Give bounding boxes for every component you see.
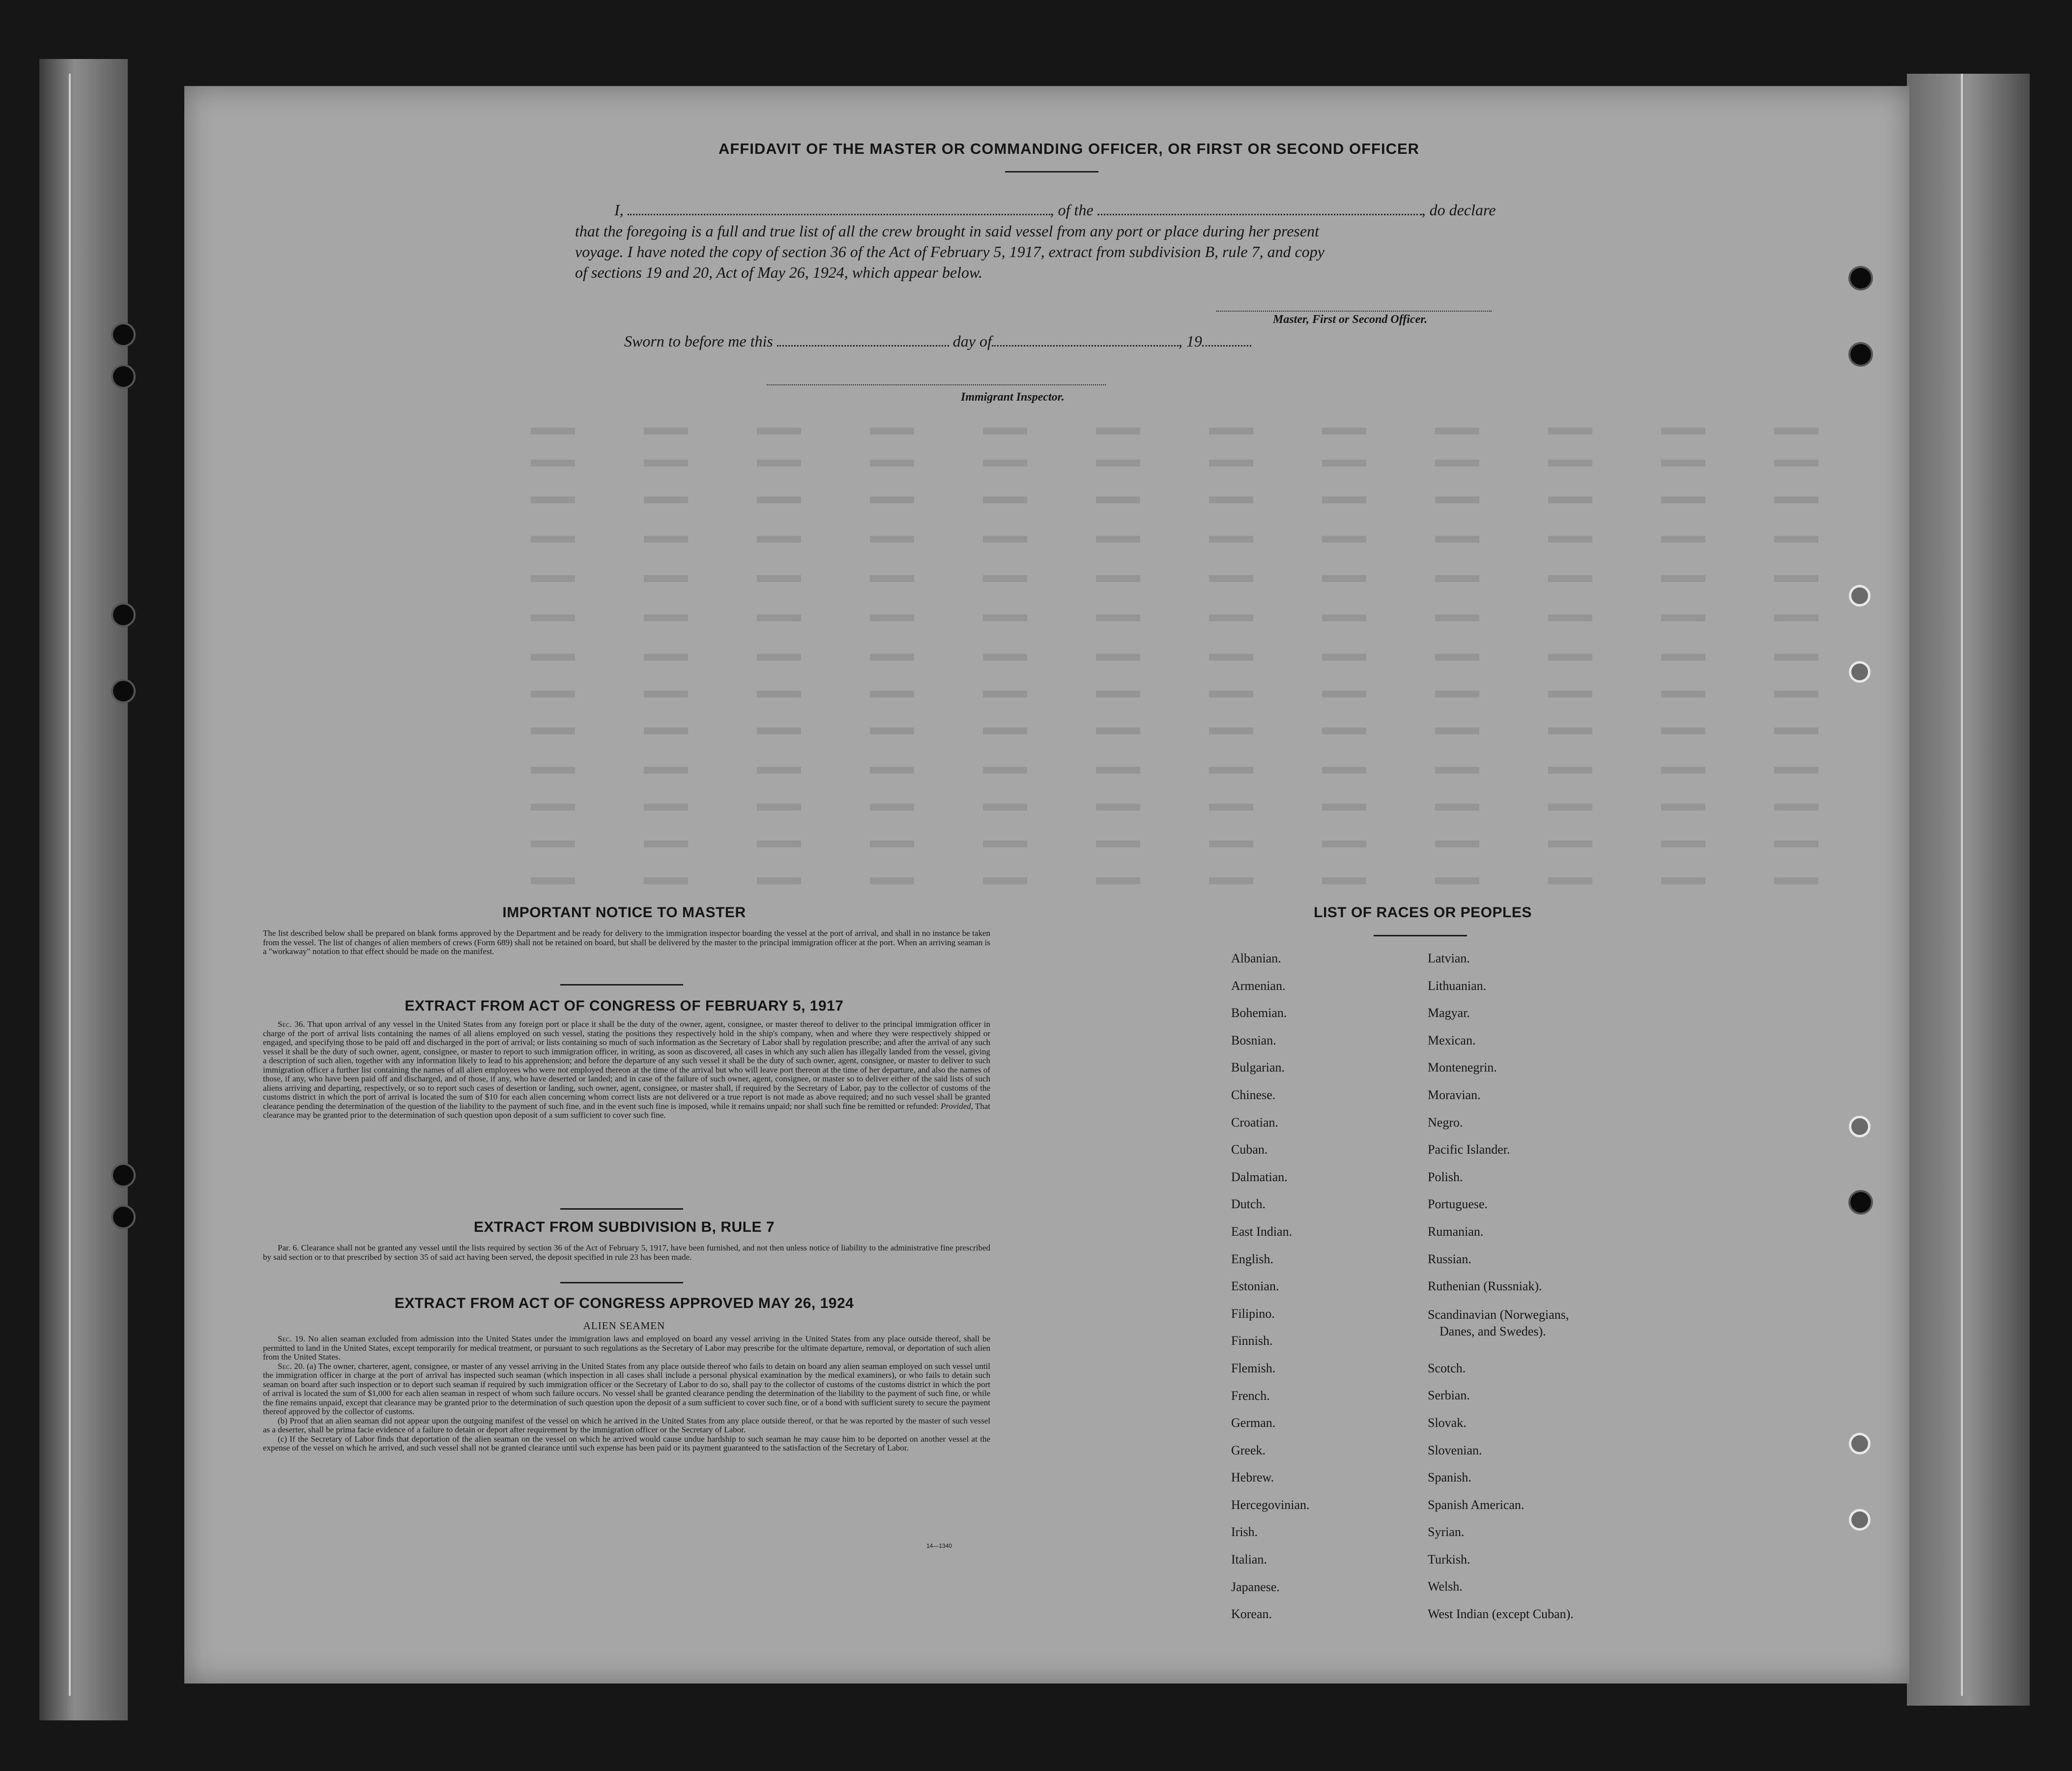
- race-item: Armenian.: [1231, 978, 1286, 993]
- left-edge-line: [69, 74, 71, 1696]
- races-column-2: [1428, 951, 1574, 1634]
- sworn-day-field[interactable]: [777, 334, 949, 347]
- race-item: Welsh.: [1428, 1579, 1463, 1594]
- race-item: Hebrew.: [1231, 1470, 1274, 1485]
- race-item: Magyar.: [1428, 1006, 1470, 1020]
- provided-label: Provided,: [940, 1101, 973, 1111]
- punch-hole: [1850, 344, 1871, 365]
- race-item: Estonian.: [1231, 1279, 1279, 1294]
- bleed-through-row: [531, 841, 1858, 847]
- race-item: Italian.: [1231, 1552, 1267, 1567]
- bleed-through-row: [531, 460, 1858, 466]
- bleed-through-row: [531, 767, 1858, 774]
- affidavit-title: AFFIDAVIT OF THE MASTER OR COMMANDING OFFICER, OR FIRST OR SECOND OFFICER: [718, 140, 1420, 157]
- race-item: Bohemian.: [1231, 1006, 1287, 1020]
- sec-36-label: Sec. 36.: [278, 1019, 305, 1029]
- race-item-multiline: [1428, 1306, 1574, 1361]
- punch-hole: [1850, 1192, 1871, 1213]
- punch-hole: [113, 1165, 134, 1186]
- race-item: Serbian.: [1428, 1388, 1470, 1403]
- sec-19-label: Sec. 19.: [278, 1334, 306, 1343]
- race-item: Lithuanian.: [1428, 978, 1487, 993]
- punch-hole: [113, 605, 134, 625]
- race-item: West Indian (except Cuban).: [1428, 1607, 1574, 1622]
- right-edge-line: [1961, 74, 1963, 1696]
- race-item: Spanish American.: [1428, 1497, 1525, 1512]
- extract-1917-title: EXTRACT FROM ACT OF CONGRESS OF FEBRUARY 5, 1917: [404, 998, 844, 1014]
- race-item: Filipino.: [1231, 1306, 1275, 1321]
- punch-hole: [113, 1207, 134, 1227]
- affidavit-i-label: I,: [614, 201, 624, 219]
- sec-20-paragraph: [263, 1362, 990, 1417]
- race-item: Portuguese.: [1428, 1197, 1488, 1212]
- sec-36-end: That clearance may be granted prior to the determination of such question upon deposit of a sum sufficient to cover such fine.: [263, 1101, 991, 1120]
- reinforcement-ring: [1849, 1433, 1871, 1454]
- bleed-through-row: [531, 691, 1858, 697]
- alien-seamen-subtitle: ALIEN SEAMEN: [583, 1320, 665, 1332]
- master-signature-line[interactable]: [1216, 311, 1492, 313]
- races-divider: [1374, 935, 1467, 936]
- day-of-label: day of: [952, 332, 992, 350]
- vessel-blank-field[interactable]: [1097, 203, 1422, 215]
- race-item: Polish.: [1428, 1169, 1463, 1184]
- race-item: Albanian.: [1231, 951, 1281, 965]
- sec-20a-body: (a) The owner, charterer, agent, consignee, or master of any vessel arriving in the United States from any place outside thereof who fails to detain on board any alien seaman employed on such vessel until the immigration officer in charge at the port of arrival has inspected such seaman (which inspection in all cases shall include a personal physical examination by the medical examiners), or who fails to detain such seaman on board after such inspection or to deport such seaman if required by such immigration officer or the Secretary of Labor to do so, shall pay to the collector of customs of the customs district in which the port of arrival is located the sum of $1,000 for each alien seaman in respect of whom such failure occurs. No vessel shall be granted clearance pending the determination of the liability to the payment of such fine, or while the fine remains unpaid, except that clearance may be granted prior to the determination of such question upon the deposit of a sum sufficient to cover such fine, or of a bond with sufficient surety to secure the payment thereof approved by the collector of customs.: [263, 1361, 991, 1416]
- punch-hole: [113, 681, 134, 701]
- race-item: Hercegovinian.: [1231, 1497, 1310, 1512]
- sec-20c-paragraph: (c) If the Secretary of Labor finds that deportation of the alien seaman on the vessel on which he arrived would cause undue hardship to such seaman he may cause him to be deported on another vessel at the expense of the vessel on which he arrived, and such vessel shall not be granted clearance until such expense has been paid or its payment guaranteed to the satisfaction of the Secretary of Labor.: [263, 1434, 990, 1452]
- bleed-through-row: [531, 654, 1858, 661]
- bleed-through-row: [531, 877, 1858, 884]
- races-title: LIST OF RACES OR PEOPLES: [1314, 904, 1532, 921]
- race-item: Flemish.: [1231, 1361, 1276, 1375]
- left-binding-strip: [39, 59, 128, 1720]
- year-prefix-label: , 19: [1178, 332, 1202, 350]
- reinforcement-ring: [1849, 661, 1871, 683]
- name-blank-field[interactable]: [628, 203, 1050, 215]
- race-item: Negro.: [1428, 1115, 1463, 1130]
- race-item: Korean.: [1231, 1607, 1272, 1622]
- race-item: Scotch.: [1428, 1361, 1466, 1375]
- rule7-text: Par. 6. Clearance shall not be granted any vessel until the lists required by section 36 of the Act of February 5, 1917, have been furnished, and not then unless notice of liability to the administrative fine prescribed by said section or to that prescribed by section 35 of said act having been served, the deposit specified in rule 23 has been made.: [263, 1243, 990, 1262]
- race-item: Ruthenian (Russniak).: [1428, 1279, 1542, 1294]
- race-item: German.: [1231, 1416, 1276, 1430]
- race-item: Dalmatian.: [1231, 1169, 1288, 1184]
- rule7-divider: [560, 1282, 683, 1283]
- title-divider: [1005, 171, 1098, 173]
- affidavit-line-3: voyage. I have noted the copy of section 36 of the Act of February 5, 1917, extract from subdivision B, rule 7, and copy: [575, 243, 1324, 261]
- bleed-through-row: [531, 727, 1858, 734]
- affidavit-line-1: [575, 199, 1528, 221]
- race-item: Mexican.: [1428, 1033, 1476, 1047]
- race-item: Syrian.: [1428, 1525, 1465, 1539]
- race-item: French.: [1231, 1388, 1270, 1403]
- inspector-signature-line[interactable]: [767, 384, 1106, 386]
- race-item: East Indian.: [1231, 1224, 1293, 1239]
- extract-1924-text: [263, 1335, 990, 1453]
- race-item: Spanish.: [1428, 1470, 1471, 1485]
- sworn-line: [624, 330, 1578, 352]
- extract-1924-title: EXTRACT FROM ACT OF CONGRESS APPROVED MAY 26, 1924: [394, 1295, 854, 1311]
- race-item: Pacific Islander.: [1428, 1142, 1510, 1157]
- extract-1917-divider: [560, 1208, 683, 1210]
- race-item: Rumanian.: [1428, 1224, 1484, 1239]
- race-item: Chinese.: [1231, 1087, 1276, 1102]
- race-item: Turkish.: [1428, 1552, 1470, 1567]
- rule7-title: EXTRACT FROM SUBDIVISION B, RULE 7: [473, 1219, 775, 1235]
- master-signature-caption: Master, First or Second Officer.: [1273, 313, 1428, 326]
- race-item: Slovenian.: [1428, 1443, 1482, 1457]
- reinforcement-ring: [1849, 585, 1871, 607]
- race-item: Croatian.: [1231, 1115, 1279, 1130]
- race-item: English.: [1231, 1251, 1273, 1266]
- bleed-through-row: [531, 536, 1858, 543]
- form-number: 14—1340: [926, 1542, 952, 1549]
- race-item-line: Scandinavian (Norwegians,: [1428, 1307, 1569, 1322]
- affidavit-line-2: that the foregoing is a full and true list of all the crew brought in said vessel from any port or place during her present: [575, 222, 1319, 240]
- notice-divider: [560, 984, 683, 986]
- race-item: Bosnian.: [1231, 1033, 1276, 1047]
- sec-20b-paragraph: (b) Proof that an alien seaman did not appear upon the outgoing manifest of the vessel on which he arrived in the United States from any place outside thereof, or that he was reported by the master of such vessel as a deserter, shall be prima facie evidence of a failure to detain or deport after requirement by the immigration officer or the Secretary of Labor.: [263, 1416, 990, 1434]
- sec-36-body: That upon arrival of any vessel in the United States from any foreign port or place it shall be the duty of the owner, agent, consignee, or master thereof to deliver to the principal immigration officer in charge of the port of arrival lists containing the names of all aliens employed on such vessel, stating the positions they respectively hold in the ship's company, when and where they were respectively shipped or engaged, and specifying those to be paid off and discharged in the port of arrival; or lists containing so much of such information as the Secretary of Labor shall by regulation prescribe; and after the arrival of any such vessel it shall be the duty of such owner, agent, consignee, or master to report to such immigration officer, in writing, as soon as discovered, all cases in which any such alien has illegally landed from the vessel, giving a description of such alien, together with any information likely to lead to his apprehension; and before the departure of any such vessel it shall be the duty of such owner, agent, consignee, or master to deliver to such immigration officer a further list containing the names of all alien employees who were not employed thereon at the time of the arrival but who will leave port thereon at the time of her departure, and also the names of those, if any, who have been paid off and discharged, and of those, if any, who have deserted or landed; and in case of the failure of such owner, agent, consignee, or master so to deliver either of the said lists of such aliens arriving and departing, respectively, or so to report such cases of desertion or landing, such owner, agent, consignee, or master shall, if required by the Secretary of Labor, pay to the collector of customs of the customs district in which the port of arrival is located the sum of $10 for each alien concerning whom correct lists are not delivered or a true report is not made as above required; and no such vessel shall be granted clearance pending the determination of the question of the liability to the payment of such fine, and in the event such fine is imposed, while it remains unpaid; nor shall such fine be remitted or refunded:: [263, 1019, 990, 1111]
- race-item: Montenegrin.: [1428, 1060, 1497, 1075]
- race-item: Finnish.: [1231, 1334, 1273, 1348]
- race-item: Japanese.: [1231, 1579, 1280, 1594]
- race-item: Latvian.: [1428, 951, 1470, 965]
- race-item: Irish.: [1231, 1525, 1258, 1539]
- reinforcement-ring: [1849, 1116, 1871, 1137]
- affidavit-line-4: of sections 19 and 20, Act of May 26, 1924, which appear below.: [575, 263, 982, 281]
- right-binding-strip: [1907, 74, 2030, 1706]
- race-item: Moravian.: [1428, 1087, 1481, 1102]
- sworn-month-field[interactable]: [992, 334, 1179, 347]
- bleed-through-row: [531, 496, 1858, 503]
- reinforcement-ring: [1849, 1509, 1871, 1531]
- sworn-year-field[interactable]: [1202, 334, 1251, 347]
- race-item: Russian.: [1428, 1251, 1471, 1266]
- affidavit-of-the-label: , of the: [1050, 201, 1094, 219]
- sec-19-paragraph: [263, 1335, 990, 1362]
- races-column-1: [1231, 951, 1310, 1634]
- sworn-label: Sworn to before me this: [624, 332, 773, 350]
- race-item-line: Danes, and Swedes).: [1439, 1324, 1546, 1338]
- race-item: Slovak.: [1428, 1415, 1467, 1430]
- bleed-through-row: [531, 575, 1858, 582]
- sec-19-body: No alien seaman excluded from admission into the United States under the immigration laws and employed on board any vessel arriving in the United States from any place outside thereof, shall be permitted to land in the United States, except temporarily for medical treatment, or pursuant to such regulations as the Secretary of Labor may prescribe for the ultimate departure, removal, or deportation of such alien from the United States.: [263, 1334, 991, 1362]
- race-item: Bulgarian.: [1231, 1060, 1285, 1075]
- punch-hole: [1850, 268, 1871, 289]
- punch-hole: [113, 324, 134, 345]
- bleed-through-row: [531, 614, 1858, 621]
- bleed-through-row: [531, 428, 1858, 435]
- sec-20-label: Sec. 20.: [278, 1361, 305, 1371]
- race-item: Greek.: [1231, 1443, 1266, 1457]
- notice-text: The list described below shall be prepared on blank forms approved by the Department and be ready for delivery to the immigration inspector boarding the vessel at the port of arrival, and shall in no instance be taken from the vessel. The list of changes of alien members of crews (Form 689) shall not be retained on board, but shall be delivered by the master to the principal immigration officer at the port. When an arriving seaman is a "workaway" notation to that effect should be made on the manifest.: [263, 929, 990, 956]
- extract-1917-text: [263, 1020, 990, 1120]
- inspector-signature-caption: Immigrant Inspector.: [961, 391, 1065, 404]
- punch-hole: [113, 366, 134, 387]
- race-item: Cuban.: [1231, 1142, 1268, 1157]
- bleed-through-row: [531, 804, 1858, 811]
- notice-title: IMPORTANT NOTICE TO MASTER: [502, 904, 746, 921]
- race-item: Dutch.: [1231, 1197, 1266, 1212]
- affidavit-declare-label: , do declare: [1421, 201, 1496, 219]
